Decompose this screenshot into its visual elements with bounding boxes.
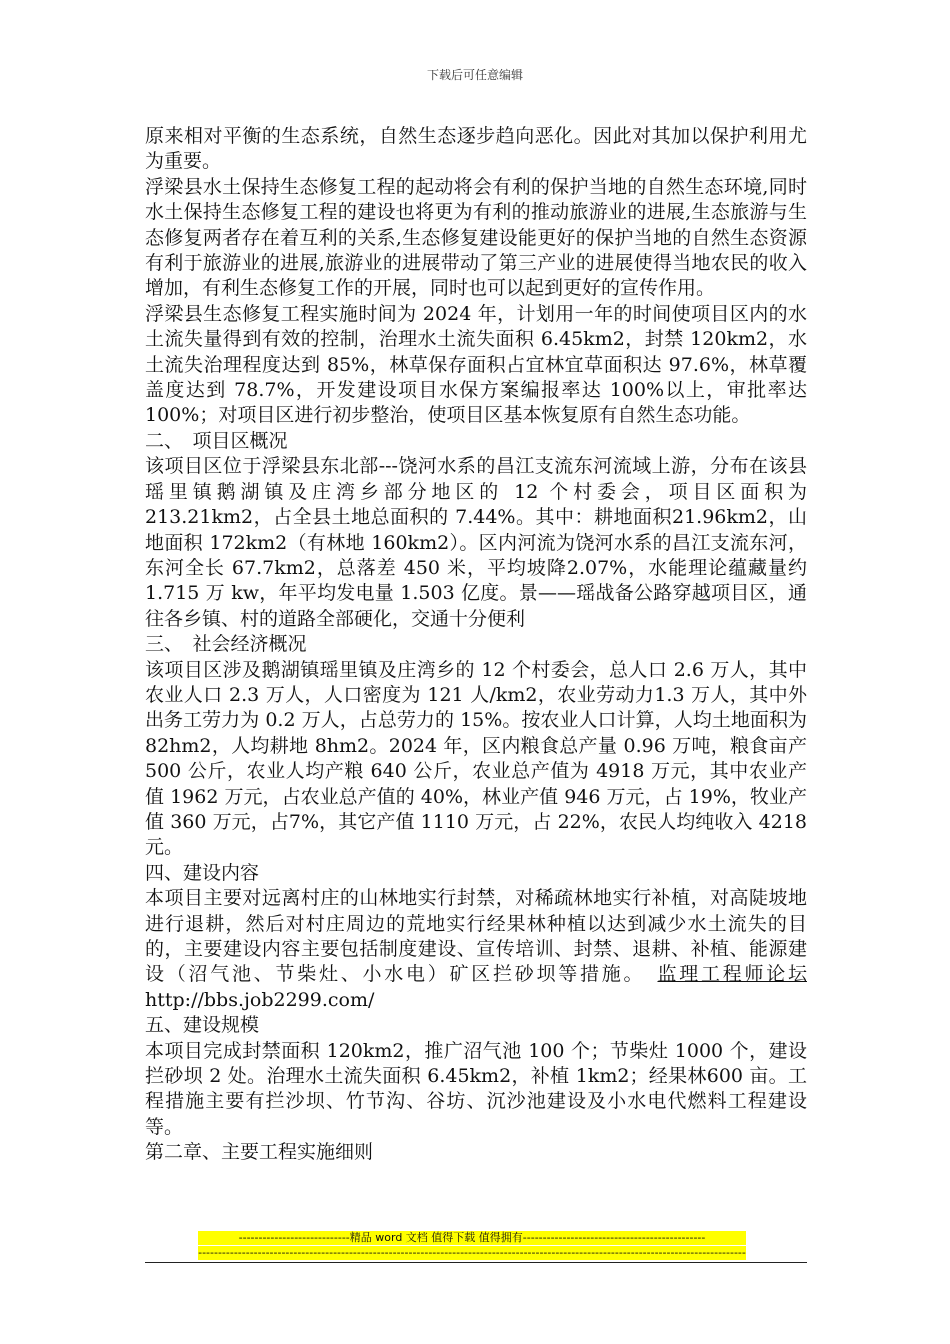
paragraph: [145, 886, 807, 1013]
page-header: 下载后可任意编辑: [426, 68, 523, 82]
footer-divider: [145, 1262, 807, 1263]
paragraph: 本项目完成封禁面积 120km2，推广沼气池 100 个；节柴灶 1000 个，建设拦砂坝 2 处。治理水土流失面积 6.45km2，补植 1km2；经果林600 亩。工程措施主要有拦沙坝、竹节沟、谷坊、沉沙池建设及小水电代燃料工程建设等。: [145, 1039, 807, 1138]
forum-link[interactable]: 监理工程师论坛: [657, 963, 807, 986]
paragraph: 该项目区位于浮梁县东北部---饶河水系的昌江支流东河流域上游，分布在该县瑶里镇鹅湖镇及庄湾乡部分地区的 12 个村委会，项目区面积为 213.21km2，占全县土地总面积的 7.44%。其中：耕地面积21.96km2，山地面积 172km2（有林地 160km2）。区内河流为饶河水系的昌江支流东河，东河全长 67.7km2，总落差 450 米，平均坡降2.07%，水能理论蕴藏量约 1.715 万 kw，年平均发电量 1.503 亿度。景——瑶战备公路穿越项目区，通往各乡镇、村的道路全部硬化，交通十分便利: [145, 455, 807, 630]
section-heading: 三、 社会经济概况: [145, 633, 307, 656]
paragraph: 该项目区涉及鹅湖镇瑶里镇及庄湾乡的 12 个村委会，总人口 2.6 万人，其中农业人口 2.3 万人，人口密度为 121 人/km2，农业劳动力1.3 万人，其中外出务工劳力为 0.2 万人，占总劳力的 15%。按农业人口计算，人均土地面积为 82hm2，人均耕地 8hm2。2024 年，区内粮食总产量 0.96 万吨，粮食亩产 500 公斤，农业人均产粮 640 公斤，农业总产值为 4918 万元，其中农业产值 1962 万元，占农业总产值的 40%，林业产值 946 万元，占 19%，牧业产值 360 万元，占7%，其它产值 1110 万元，占 22%，农民人均纯收入 4218 元。: [145, 658, 807, 859]
footer-dashes: ------------------------------------------------------------------------------------------------------------------------------------------: [198, 1246, 746, 1259]
section-heading: 四、建设内容: [145, 861, 260, 884]
paragraph-text: 本项目主要对远离村庄的山林地实行封禁，对稀疏林地实行补植，对高陡坡地进行退耕，然后对村庄周边的荒地实行经果林种植以达到减少水土流失的目的，主要建设内容主要包括制度建设、宣传培训、封禁、退耕、补植、能源建设（沼气池、节柴灶、小水电）矿区拦砂坝等措施。: [145, 887, 807, 986]
paragraph: 原来相对平衡的生态系统，自然生态逐步趋向恶化。因此对其加以保护利用尤为重要。: [145, 125, 807, 173]
paragraph: 浮梁县生态修复工程实施时间为 2024 年，计划用一年的时间使项目区内的水土流失量得到有效的控制，治理水土流失面积 6.45km2，封禁 120km2，水土流失治理程度达到 85%，林草保存面积占宜林宜草面积达 97.6%，林草覆盖度达到 78.7%，开发建设项目水保方案编报率达 100%以上，审批率达 100%；对项目区进行初步整治，使项目区基本恢复原有自然生态功能。: [145, 302, 807, 427]
section-heading: 二、 项目区概况: [145, 429, 288, 452]
forum-url[interactable]: http://bbs.job2299.com/: [145, 988, 375, 1011]
document-body: [145, 124, 807, 1166]
section-heading: 五、建设规模: [145, 1014, 260, 1037]
paragraph: 浮梁县水土保持生态修复工程的起动将会有利的保护当地的自然生态环境,同时水土保持生态修复工程的建设也将更为有利的推动旅游业的进展,生态旅游与生态修复两者存在着互利的关系,生态修复建设能更好的保护当地的自然生态资源有利于旅游业的进展,旅游业的进展带动了第三产业的进展使得当地农民的收入增加，有利生态修复工作的开展，同时也可以起到更好的宣传作用。: [145, 175, 807, 300]
chapter-heading: 第二章、主要工程实施细则: [145, 1141, 374, 1164]
footer-banner: ----------------------------精品 word 文档 值得下载 值得拥有----------------------------------------------: [198, 1231, 746, 1245]
